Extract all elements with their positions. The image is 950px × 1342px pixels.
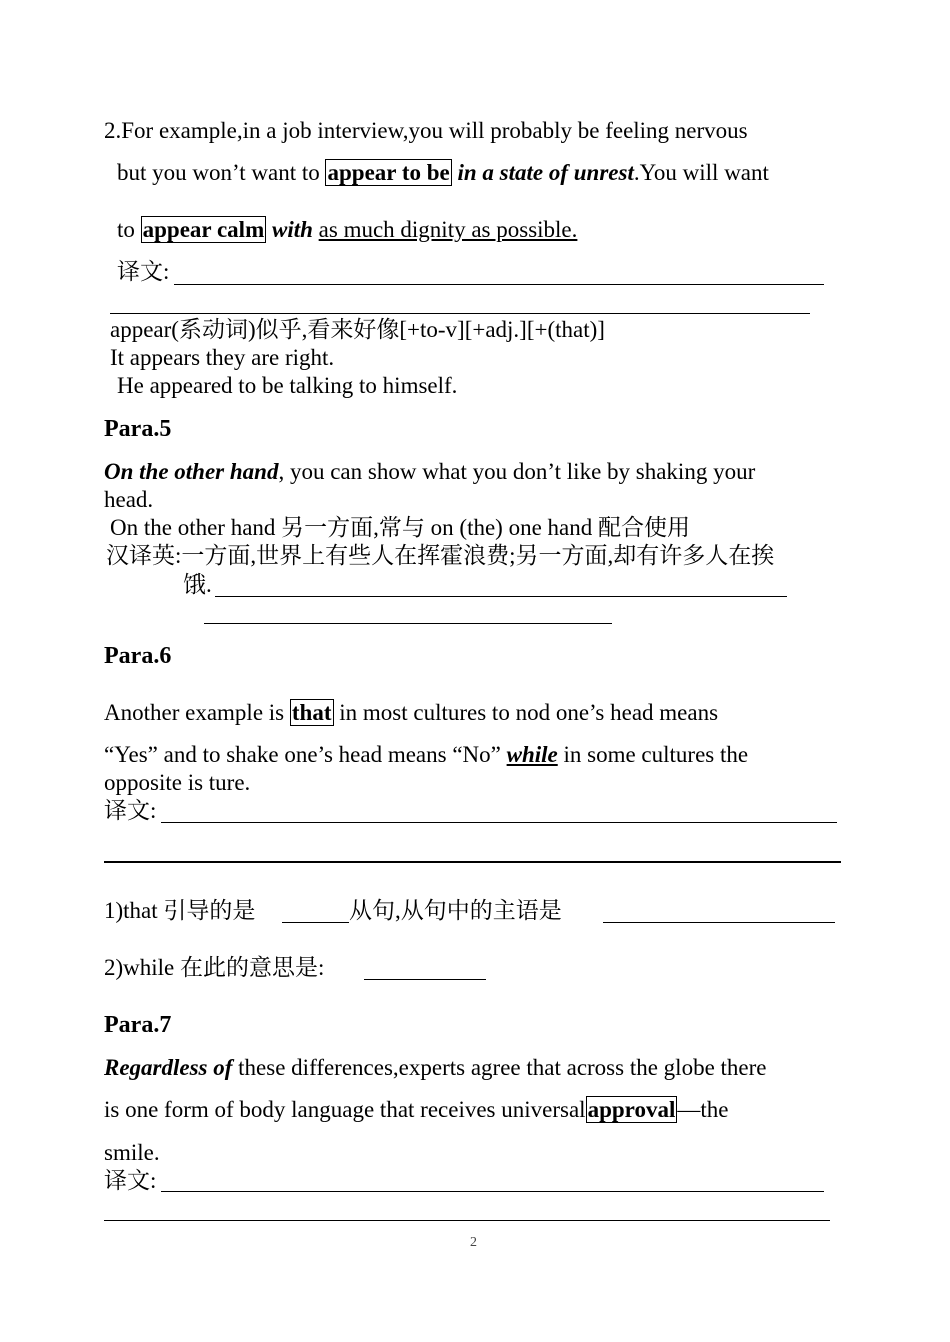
p6-q1-text: 从句,从句中的主语是 xyxy=(349,898,562,923)
p5-exercise-line-2: 饿. xyxy=(183,572,212,597)
p7-translation-label: 译文: xyxy=(104,1168,157,1193)
s2-answer-line-2 xyxy=(110,313,810,314)
s2-line-2 xyxy=(117,159,769,187)
s2-text: 2.For example,in a job interview,you will probably be feeling nervous xyxy=(104,118,748,143)
p6-text: Another example is xyxy=(104,700,290,725)
p6-line-2 xyxy=(104,741,748,769)
s2-line-1 xyxy=(104,117,748,145)
p7-answer-line-2 xyxy=(104,1220,830,1221)
p7-line-1 xyxy=(104,1054,767,1082)
p7-line-3: smile. xyxy=(104,1140,160,1165)
p6-question-1 xyxy=(104,897,255,925)
p6-line-1 xyxy=(104,699,718,727)
p5-note: On the other hand 另一方面,常与 on (the) one hand 配合使用 xyxy=(110,515,691,540)
phrase-on-the-other-hand: On the other hand xyxy=(104,459,279,484)
word-box-approval: approval xyxy=(587,1097,676,1122)
phrase-with: with xyxy=(271,217,313,242)
p5-line-1 xyxy=(104,458,755,486)
p6-question-2: 2)while 在此的意思是: xyxy=(104,955,325,980)
p5-text: , you can show what you don’t like by shaking your xyxy=(278,459,756,484)
p7-text: —the xyxy=(677,1097,729,1122)
p7-line-2 xyxy=(104,1096,728,1124)
p6-text: in some cultures the xyxy=(557,742,749,767)
p6-q1-text: 1)that 引导的是 xyxy=(104,898,256,923)
p6-line-3: opposite is ture. xyxy=(104,770,251,795)
p7-answer-line-1 xyxy=(161,1191,824,1192)
p6-text: in most cultures to nod one’s head means xyxy=(333,700,719,725)
p7-text: is one form of body language that receives universal xyxy=(104,1097,586,1122)
p6-q1-blank-1 xyxy=(282,922,349,923)
phrase-box-appear-calm: appear calm xyxy=(142,217,265,242)
para-7-heading: Para.7 xyxy=(104,1012,172,1038)
phrase-in-a-state-of-unrest: in a state of unrest xyxy=(457,160,634,185)
p6-text: “Yes” and to shake one’s head means “No” xyxy=(104,742,507,767)
p6-translation-label: 译文: xyxy=(104,798,157,823)
p6-question-1-part-2 xyxy=(349,897,562,925)
s2-example-1: It appears they are right. xyxy=(110,345,335,370)
p5-answer-line-2 xyxy=(204,623,612,624)
phrase-box-appear-to-be: appear to be xyxy=(327,160,450,185)
s2-line-3 xyxy=(117,216,577,244)
word-while: while xyxy=(506,742,558,767)
phrase-regardless-of: Regardless of xyxy=(104,1055,233,1080)
p5-exercise-line-1: 汉译英:一方面,世界上有些人在挥霍浪费;另一方面,却有许多人在挨 xyxy=(106,543,775,568)
s2-translation-label: 译文: xyxy=(117,259,170,284)
s2-text: but you won’t want to xyxy=(117,160,326,185)
p6-q1-blank-2 xyxy=(603,922,835,923)
p7-text: these differences,experts agree that across the globe there xyxy=(232,1055,767,1080)
p6-q2-blank xyxy=(364,979,486,980)
p5-line-2: head. xyxy=(104,487,154,512)
s2-text: .You will want xyxy=(633,160,769,185)
s2-example-2: He appeared to be talking to himself. xyxy=(117,373,458,398)
s2-note-appear: appear(系动词)似乎,看来好像[+to-v][+adj.][+(that)] xyxy=(110,317,605,342)
s2-text: to xyxy=(117,217,141,242)
s2-answer-line-1 xyxy=(174,284,824,285)
page-number: 2 xyxy=(470,1235,477,1250)
word-box-that: that xyxy=(291,700,332,725)
phrase-as-much-dignity: as much dignity as possible. xyxy=(318,217,578,242)
para-5-heading: Para.5 xyxy=(104,416,172,442)
p5-answer-line-1 xyxy=(215,596,787,597)
para-6-heading: Para.6 xyxy=(104,643,172,669)
p6-answer-line-1 xyxy=(161,822,837,823)
p6-answer-line-2 xyxy=(104,861,841,863)
